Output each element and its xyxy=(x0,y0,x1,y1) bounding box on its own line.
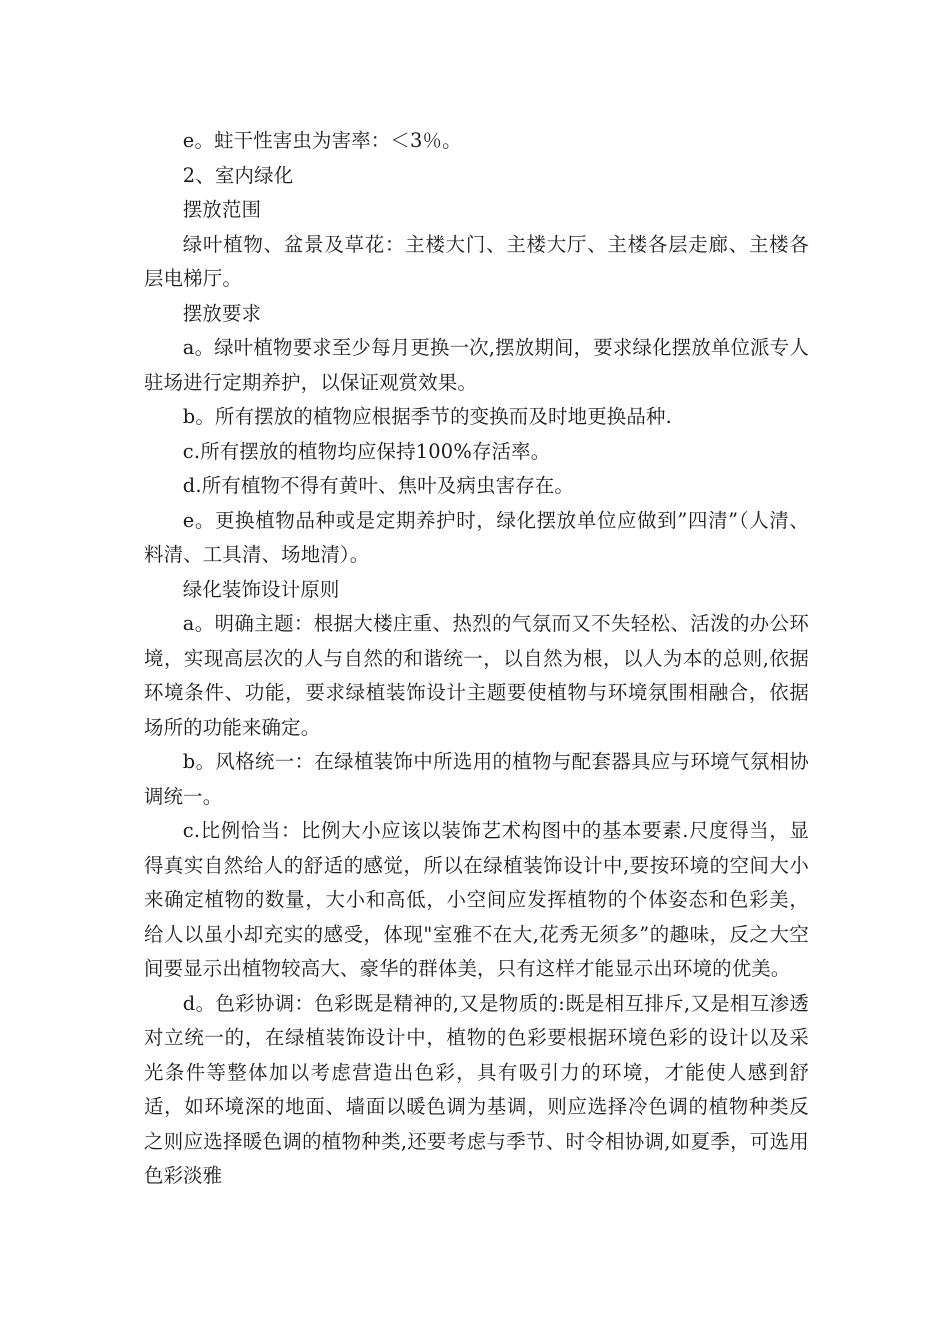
paragraph-requirement-e: e。更换植物品种或是定期养护时，绿化摆放单位应做到”四清”（人清、料清、工具清、场地清）。 xyxy=(144,508,809,566)
section-heading-indoor-greening: 2、室内绿化 xyxy=(182,163,294,187)
subheading-design-principles: 绿化装饰设计原则 xyxy=(182,577,340,601)
paragraph-requirement-b: b。所有摆放的植物应根据季节的变换而及时地更换品种. xyxy=(182,405,672,428)
paragraph-principle-d: d。色彩协调：色彩既是精神的,又是物质的:既是相互排斥,又是相互渗透对立统一的，在绿植装饰设计中，植物的色彩要根据环境色彩的设计以及采光条件等整体加以考虑营造出色彩，具有吸引力的环境，才能使人感到舒适，如环境深的地面、墙面以暖色调为基调，则应选择冷色调的植物种类反之则应选择暖色调的植物种类,还要考虑与季节、时令相协调,如夏季，可选用色彩淡雅 xyxy=(144,991,809,1187)
paragraph-principle-c: c.比例恰当：比例大小应该以装饰艺术构图中的基本要素.尺度得当，显得真实自然给人的舒适的感觉，所以在绿植装饰设计中,要按环境的空间大小来确定植物的数量，大小和高低，小空间应发挥植物的个体姿态和色彩美，给人以虽小却充实的感受，体现"室雅不在大,花秀无须多”的趣味，反之大空间要显示出植物较高大、豪华的群体美，只有这样才能显示出环境的优美。 xyxy=(144,819,809,980)
paragraph-requirement-c: c.所有摆放的植物均应保持100%存活率。 xyxy=(182,439,551,463)
paragraph-principle-b: b。风格统一：在绿植装饰中所选用的植物与配套器具应与环境气氛相协调统一。 xyxy=(144,750,809,808)
document-body xyxy=(144,124,809,1194)
subheading-placement-requirements: 摆放要求 xyxy=(182,301,262,325)
subheading-placement-scope: 摆放范围 xyxy=(182,198,262,221)
paragraph-requirement-d: d.所有植物不得有黄叶、焦叶及病虫害存在。 xyxy=(182,474,574,497)
paragraph-placement-scope: 绿叶植物、盆景及草花：主楼大门、主楼大厅、主楼各层走廊、主楼各层电梯厅。 xyxy=(144,232,809,290)
paragraph-pest-rate: e。蛀干性害虫为害率：＜3％。 xyxy=(182,129,462,152)
paragraph-principle-a: a。明确主题：根据大楼庄重、热烈的气氛而又不失轻松、活泼的办公环境，实现高层次的人与自然的和谐统一，以自然为根，以人为本的总则,依据环境条件、功能，要求绿植装饰设计主题要使植物与环境氛围相融合，依据场所的功能来确定。 xyxy=(144,612,809,739)
paragraph-requirement-a: a。绿叶植物要求至少每月更换一次,摆放期间，要求绿化摆放单位派专人驻场进行定期养护，以保证观赏效果。 xyxy=(144,336,809,394)
